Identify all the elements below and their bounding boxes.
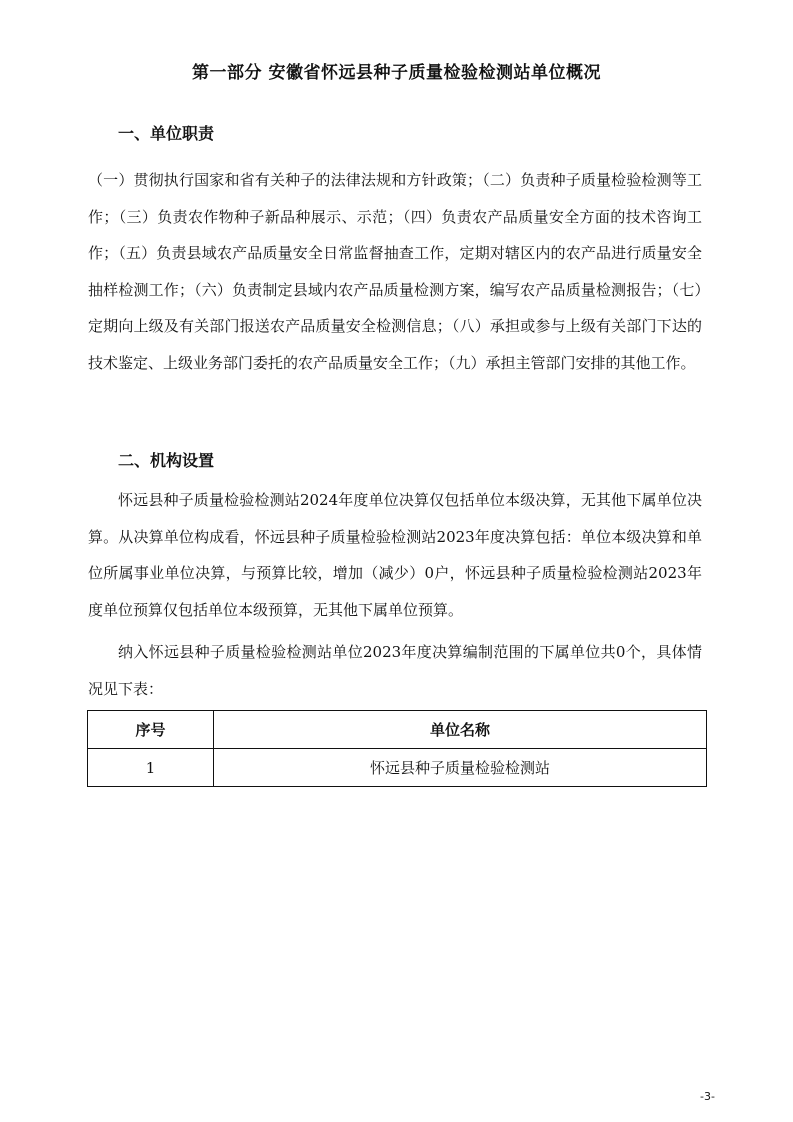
subordinate-units-paragraph: 纳入怀远县种子质量检验检测站单位2023年度决算编制范围的下属单位共0个，具体情况见下表： (88, 643, 702, 698)
table-row (88, 749, 707, 787)
header-unit-name: 单位名称 (214, 711, 707, 749)
cell-sequence: 1 (88, 749, 214, 787)
units-table (87, 710, 707, 787)
section-heading-duties: 一、单位职责 (118, 124, 215, 143)
cell-unit-name: 怀远县种子质量检验检测站 (214, 749, 707, 787)
page-number: -3- (700, 1090, 715, 1103)
header-sequence: 序号 (88, 711, 214, 749)
organization-paragraph: 怀远县种子质量检验检测站2024年度单位决算仅包括单位本级决算，无其他下属单位决算。从决算单位构成看，怀远县种子质量检验检测站2023年度决算包括：单位本级决算和单位所属事业单位决算，与预算比较，增加（减少）0户，怀远县种子质量检验检测站2023年度单位预算仅包括单位本级预算，无其他下属单位预算。 (88, 491, 702, 619)
duties-paragraph: （一）贯彻执行国家和省有关种子的法律法规和方针政策；（二）负责种子质量检验检测等工作；（三）负责农作物种子新品种展示、示范；（四）负责农产品质量安全方面的技术咨询工作；（五）负责县域农产品质量安全日常监督抽查工作，定期对辖区内的农产品进行质量安全抽样检测工作；（六）负责制定县域内农产品质量检测方案，编写农产品质量检测报告；（七）定期向上级及有关部门报送农产品质量安全检测信息；（八）承担或参与上级有关部门下达的技术鉴定、上级业务部门委托的农产品质量安全工作；（九）承担主管部门安排的其他工作。 (88, 171, 702, 372)
table-header-row (88, 711, 707, 749)
section-heading-organization: 二、机构设置 (118, 451, 215, 470)
page-title: 第一部分 安徽省怀远县种子质量检验检测站单位概况 (192, 63, 601, 83)
